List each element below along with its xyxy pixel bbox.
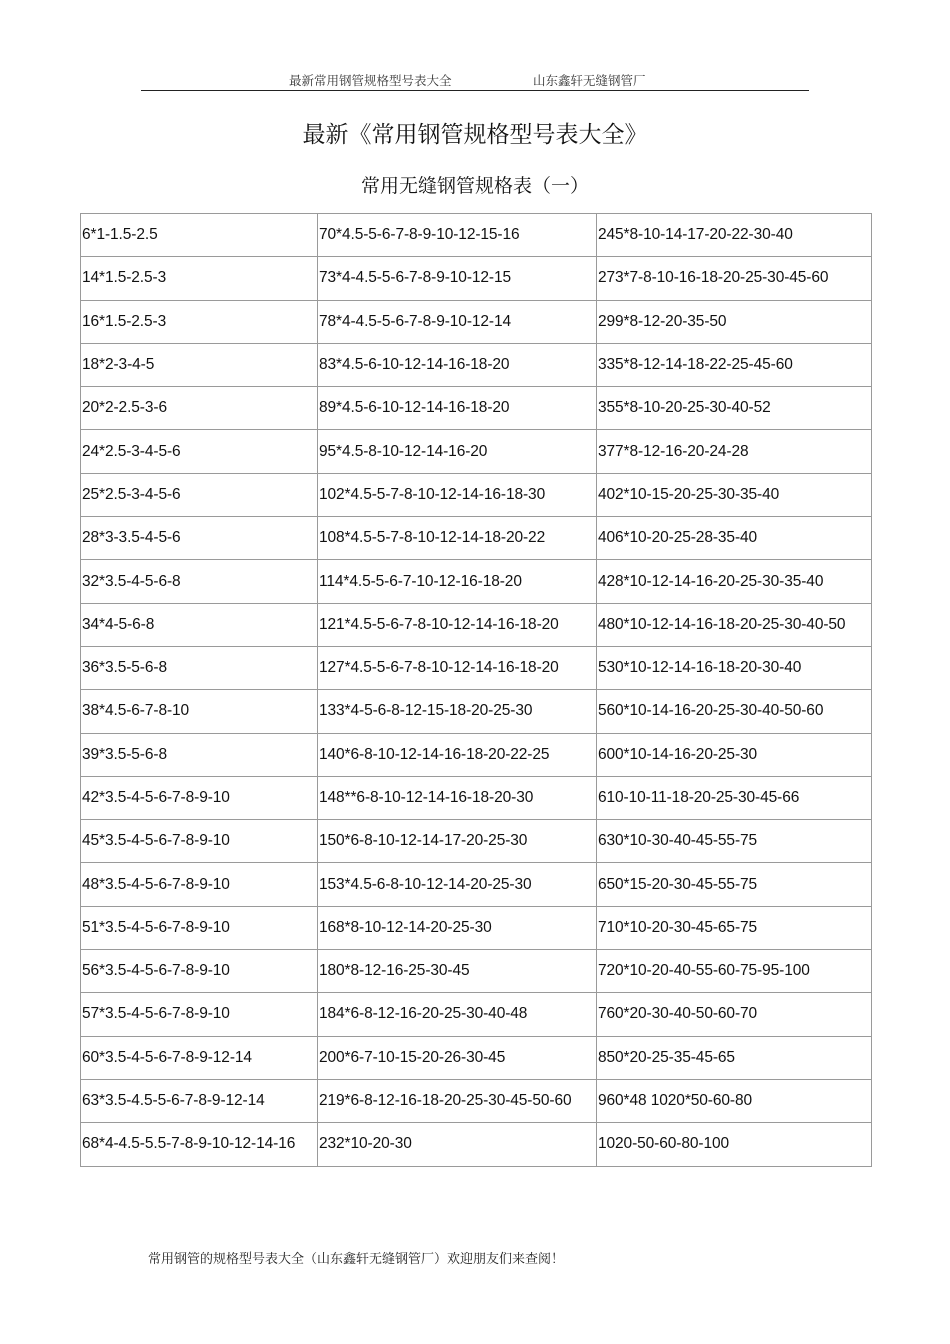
table-row — [81, 214, 872, 257]
table-row — [81, 993, 872, 1036]
table-cell: 36*3.5-5-6-8 — [81, 646, 318, 689]
table-cell: 38*4.5-6-7-8-10 — [81, 690, 318, 733]
table-cell: 121*4.5-5-6-7-8-10-12-14-16-18-20 — [318, 603, 597, 646]
table-row — [81, 950, 872, 993]
table-row — [81, 1036, 872, 1079]
table-cell: 32*3.5-4-5-6-8 — [81, 560, 318, 603]
table-cell: 760*20-30-40-50-60-70 — [597, 993, 872, 1036]
table-cell: 232*10-20-30 — [318, 1123, 597, 1166]
table-row — [81, 820, 872, 863]
table-cell: 83*4.5-6-10-12-14-16-18-20 — [318, 343, 597, 386]
table-row — [81, 300, 872, 343]
table-row — [81, 387, 872, 430]
table-cell: 39*3.5-5-6-8 — [81, 733, 318, 776]
table-row — [81, 646, 872, 689]
table-cell: 6*1-1.5-2.5 — [81, 214, 318, 257]
page-header — [141, 68, 809, 91]
table-row — [81, 257, 872, 300]
table-row — [81, 733, 872, 776]
table-cell: 89*4.5-6-10-12-14-16-18-20 — [318, 387, 597, 430]
table-cell: 133*4-5-6-8-12-15-18-20-25-30 — [318, 690, 597, 733]
table-cell: 200*6-7-10-15-20-26-30-45 — [318, 1036, 597, 1079]
table-cell: 148**6-8-10-12-14-16-18-20-30 — [318, 776, 597, 819]
table-cell: 42*3.5-4-5-6-7-8-9-10 — [81, 776, 318, 819]
table-cell: 299*8-12-20-35-50 — [597, 300, 872, 343]
table-cell: 168*8-10-12-14-20-25-30 — [318, 906, 597, 949]
table-row — [81, 473, 872, 516]
table-row — [81, 517, 872, 560]
table-cell: 153*4.5-6-8-10-12-14-20-25-30 — [318, 863, 597, 906]
table-cell: 960*48 1020*50-60-80 — [597, 1079, 872, 1122]
table-cell: 335*8-12-14-18-22-25-45-60 — [597, 343, 872, 386]
table-cell: 16*1.5-2.5-3 — [81, 300, 318, 343]
header-company-name: 山东鑫轩无缝钢管厂 — [533, 73, 646, 88]
table-row — [81, 906, 872, 949]
table-row — [81, 603, 872, 646]
table-cell: 720*10-20-40-55-60-75-95-100 — [597, 950, 872, 993]
table-cell: 530*10-12-14-16-18-20-30-40 — [597, 646, 872, 689]
table-row — [81, 690, 872, 733]
table-row — [81, 560, 872, 603]
table-row — [81, 343, 872, 386]
table-cell: 480*10-12-14-16-18-20-25-30-40-50 — [597, 603, 872, 646]
table-cell: 710*10-20-30-45-65-75 — [597, 906, 872, 949]
table-cell: 402*10-15-20-25-30-35-40 — [597, 473, 872, 516]
table-row — [81, 1079, 872, 1122]
table-cell: 24*2.5-3-4-5-6 — [81, 430, 318, 473]
table-cell: 34*4-5-6-8 — [81, 603, 318, 646]
table-cell: 20*2-2.5-3-6 — [81, 387, 318, 430]
table-row — [81, 1123, 872, 1166]
table-cell: 25*2.5-3-4-5-6 — [81, 473, 318, 516]
table-cell: 406*10-20-25-28-35-40 — [597, 517, 872, 560]
header-document-title: 最新常用钢管规格型号表大全 — [289, 73, 452, 88]
table-cell: 95*4.5-8-10-12-14-16-20 — [318, 430, 597, 473]
table-cell: 45*3.5-4-5-6-7-8-9-10 — [81, 820, 318, 863]
table-cell: 180*8-12-16-25-30-45 — [318, 950, 597, 993]
table-cell: 57*3.5-4-5-6-7-8-9-10 — [81, 993, 318, 1036]
table-cell: 1020-50-60-80-100 — [597, 1123, 872, 1166]
table-cell: 28*3-3.5-4-5-6 — [81, 517, 318, 560]
table-cell: 600*10-14-16-20-25-30 — [597, 733, 872, 776]
table-cell: 68*4-4.5-5.5-7-8-9-10-12-14-16 — [81, 1123, 318, 1166]
table-cell: 78*4-4.5-5-6-7-8-9-10-12-14 — [318, 300, 597, 343]
table-cell: 102*4.5-5-7-8-10-12-14-16-18-30 — [318, 473, 597, 516]
table-cell: 650*15-20-30-45-55-75 — [597, 863, 872, 906]
table-cell: 560*10-14-16-20-25-30-40-50-60 — [597, 690, 872, 733]
table-cell: 630*10-30-40-45-55-75 — [597, 820, 872, 863]
table-cell: 114*4.5-5-6-7-10-12-16-18-20 — [318, 560, 597, 603]
table-cell: 273*7-8-10-16-18-20-25-30-45-60 — [597, 257, 872, 300]
table-cell: 51*3.5-4-5-6-7-8-9-10 — [81, 906, 318, 949]
table-row — [81, 863, 872, 906]
table-cell: 60*3.5-4-5-6-7-8-9-12-14 — [81, 1036, 318, 1079]
table-cell: 245*8-10-14-17-20-22-30-40 — [597, 214, 872, 257]
table-cell: 184*6-8-12-16-20-25-30-40-48 — [318, 993, 597, 1036]
table-subtitle: 常用无缝钢管规格表（一） — [360, 175, 589, 197]
table-cell: 48*3.5-4-5-6-7-8-9-10 — [81, 863, 318, 906]
table-cell: 127*4.5-5-6-7-8-10-12-14-16-18-20 — [318, 646, 597, 689]
table-row — [81, 776, 872, 819]
table-cell: 70*4.5-5-6-7-8-9-10-12-15-16 — [318, 214, 597, 257]
table-cell: 850*20-25-35-45-65 — [597, 1036, 872, 1079]
table-cell: 18*2-3-4-5 — [81, 343, 318, 386]
table-cell: 56*3.5-4-5-6-7-8-9-10 — [81, 950, 318, 993]
table-cell: 219*6-8-12-16-18-20-25-30-45-50-60 — [318, 1079, 597, 1122]
table-row — [81, 430, 872, 473]
table-cell: 610-10-11-18-20-25-30-45-66 — [597, 776, 872, 819]
table-cell: 108*4.5-5-7-8-10-12-14-18-20-22 — [318, 517, 597, 560]
steel-pipe-spec-table — [80, 213, 872, 1167]
table-cell: 140*6-8-10-12-14-16-18-20-22-25 — [318, 733, 597, 776]
table-cell: 355*8-10-20-25-30-40-52 — [597, 387, 872, 430]
table-cell: 63*3.5-4.5-5-6-7-8-9-12-14 — [81, 1079, 318, 1122]
table-cell: 73*4-4.5-5-6-7-8-9-10-12-15 — [318, 257, 597, 300]
table-cell: 377*8-12-16-20-24-28 — [597, 430, 872, 473]
table-cell: 428*10-12-14-16-20-25-30-35-40 — [597, 560, 872, 603]
page-footer: 常用钢管的规格型号表大全（山东鑫轩无缝钢管厂）欢迎朋友们来查阅！ — [148, 1252, 565, 1267]
table-cell: 14*1.5-2.5-3 — [81, 257, 318, 300]
document-title: 最新《常用钢管规格型号表大全》 — [302, 122, 648, 148]
table-cell: 150*6-8-10-12-14-17-20-25-30 — [318, 820, 597, 863]
